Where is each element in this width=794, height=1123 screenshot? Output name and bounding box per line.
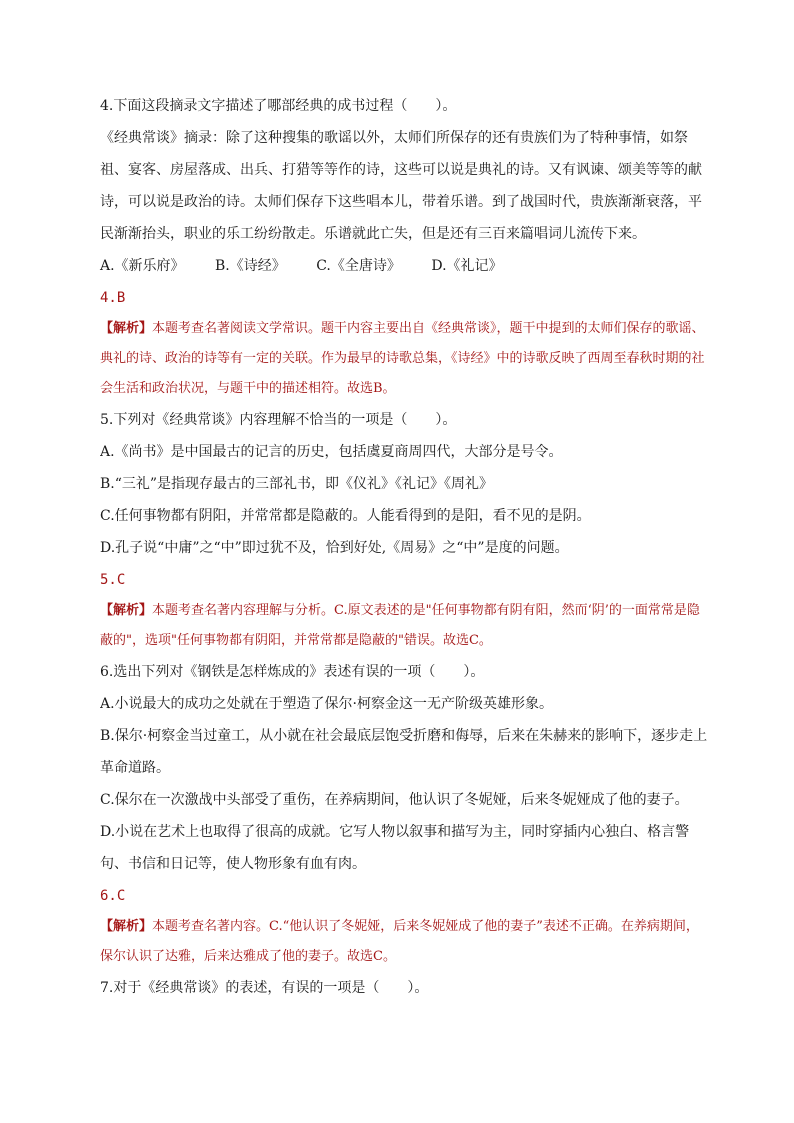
option-b: B.《诗经》 [215,258,286,274]
question-7-stem: 7.对于《经典常谈》的表述，有误的一项是（ ）。 [100,980,429,996]
question-5-option-a: A.《尚书》是中国最古的记言的历史，包括虞夏商周四代，大部分是号令。 [100,444,563,460]
question-6-option-c: C.保尔在一次激战中头部受了重伤，在养病期间，他认识了冬妮娅，后来冬妮娅成了他的妻子。 [100,792,689,808]
question-6-stem: 6.选出下列对《钢铁是怎样炼成的》表述有误的一项（ ）。 [100,664,485,680]
analysis-text: 本题考查名著内容理解与分析。C.原文表述的是"任何事物都有阴有阳，然而‘阴’的一面常常是隐蔽的"，选项"任何事物都有阴阳，并常常都是隐蔽的"错误。故选C。 [100,603,700,648]
question-4-analysis [100,314,710,404]
analysis-tag: 【解析】 [100,919,153,934]
question-4-passage: 《经典常谈》摘录：除了这种搜集的歌谣以外，太师们所保存的还有贵族们为了特种事情，如祭祖、宴客、房屋落成、出兵、打猎等等作的诗，这些可以说是典礼的诗。又有讽谏、颂美等等的献诗，可以说是政治的诗。太师们保存下这些唱本儿，带着乐谱。到了战国时代，贵族渐渐衰落，平民渐渐抬头，职业的乐工纷纷散走。乐谱就此亡失，但是还有三百来篇唱词儿流传下来。 [100,130,702,242]
question-5-answer: 5.C [100,572,126,588]
question-4-answer: 4.B [100,290,126,306]
question-4-stem: 4.下面这段摘录文字描述了哪部经典的成书过程（ ）。 [100,98,457,114]
question-6-answer: 6.C [100,888,126,904]
question-5-option-d: D.孔子说“中庸”之“中”即过犹不及，恰到好处,《周易》之“中”是度的问题。 [100,540,569,556]
question-4-options [100,250,710,282]
question-6-option-a: A.小说最大的成功之处就在于塑造了保尔·柯察金这一无产阶级英雄形象。 [100,696,554,712]
option-a: A.《新乐府》 [100,258,185,274]
analysis-tag: 【解析】 [100,603,153,618]
question-5-analysis [100,596,710,656]
analysis-text: 本题考查名著阅读文学常识。题干内容主要出自《经典常谈》，题干中提到的太师们保存的歌谣、典礼的诗、政治的诗等有一定的关联。作为最早的诗歌总集，《诗经》中的诗歌反映了西周至春秋时期的社会生活和政治状况，与题干中的描述相符。故选B。 [100,321,705,396]
analysis-text: 本题考查名著内容。C.“他认识了冬妮娅，后来冬妮娅成了他的妻子”表述不正确。在养病期间，保尔认识了达雅，后来达雅成了他的妻子。故选C。 [100,919,699,964]
question-6-option-d: D.小说在艺术上也取得了很高的成就。它写人物以叙事和描写为主，同时穿插内心独白、格言警句、书信和日记等，使人物形象有血有肉。 [100,824,690,872]
analysis-tag: 【解析】 [100,321,153,336]
question-5-stem: 5.下列对《经典常谈》内容理解不恰当的一项是（ ）。 [100,412,457,428]
question-6-option-b: B.保尔·柯察金当过童工，从小就在社会最底层饱受折磨和侮辱，后来在朱赫来的影响下，逐步走上革命道路。 [100,728,708,776]
document-content [100,90,710,1004]
question-5-option-c: C.任何事物都有阴阳，并常常都是隐蔽的。人能看得到的是阳，看不见的是阴。 [100,508,591,524]
question-5-option-b: B.“三礼”是指现存最古的三部礼书，即《仪礼》《礼记》《周礼》 [100,476,494,492]
question-6-analysis [100,912,710,972]
option-c: C.《全唐诗》 [316,258,401,274]
option-d: D.《礼记》 [431,258,503,274]
